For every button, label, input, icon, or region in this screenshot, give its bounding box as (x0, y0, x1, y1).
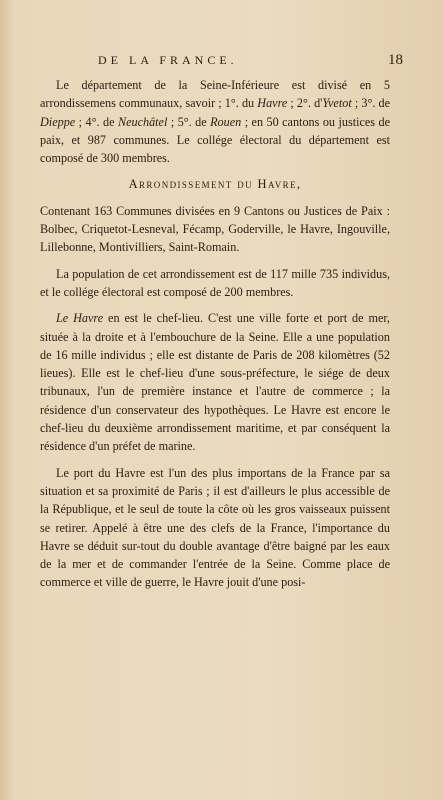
paragraph-population (40, 265, 390, 302)
text-segment: Le département de la Seine-Inférieure est divisé en 5 arrondissemens communaux, savoir ; 1°. du (40, 78, 390, 111)
text-segment: Neuchâtel (117, 114, 168, 129)
text-segment: La population de cet arrondissement est de 117 mille 735 individus, et le collége électoral est composé de 200 membres. (40, 266, 390, 299)
paragraph-departement (40, 76, 390, 167)
text-segment: ; 3°. de (351, 96, 390, 111)
text-segment: en est le chef-lieu. C'est une ville forte et port de mer, située à la droite et à l'embouchure de la Seine. Elle a une population de 16 mille individus ; elle est distante de Paris de 208 kilomètres (52 lieues). Elle est le chef-lieu d'une sous-préfecture, le siége de deux tribunaux, l'un de première instance et l'autre de commerce ; la résidence d'un conservateur des hypothèques. Le Havre est encore le chef-lieu du deuxième arrondissement maritime, et par conséquent la résidence d'un préfet de marine. (40, 311, 390, 454)
text-segment: ; 5°. de (167, 114, 211, 129)
text-segment: ; 4°. de (75, 114, 118, 129)
paragraph-le-havre (40, 309, 390, 455)
text-segment: Le port du Havre est l'un des plus importans de la France par sa situation et sa proximité de Paris ; il est d'ailleurs le plus accessible de la République, et le seul de toute la côte où les gros vaisseaux puissent se retirer. Appelé à être une des clefs de la France, l'importance du Havre se déduit sur-tout du double avantage d'être baigné par les eaux de la mer et de commander l'entrée de la Seine. Comme place de commerce et ville de guerre, le Havre jouit d'une posi- (40, 465, 390, 590)
text-segment: Rouen (210, 114, 242, 129)
paragraph-port (40, 464, 390, 592)
text-segment: ; 2°. d' (287, 96, 323, 111)
text-segment: Dieppe (40, 114, 76, 129)
page-header (98, 52, 403, 69)
running-head: DE LA FRANCE. (98, 53, 238, 67)
section-title: Arrondissement du Havre, (128, 177, 302, 192)
text-segment: Le Havre (56, 311, 104, 326)
text-segment: Havre (257, 96, 288, 111)
section-subtitle: Contenant 163 Communes divisées en 9 Cantons ou Justices de Paix : Bolbec, Criquetot-Lesneval, Fécamp, Goderville, le Havre, Ingouville, Lillebonne, Montivilliers, Saint-Romain. (40, 203, 390, 255)
page-body (40, 76, 390, 600)
text-segment: Yvetot (322, 96, 352, 111)
page-number: 18 (388, 52, 403, 68)
text-segment: ; en 50 cantons ou justices de paix, et 987 communes. Le collége électoral du département est composé de 300 membres. (40, 114, 390, 166)
